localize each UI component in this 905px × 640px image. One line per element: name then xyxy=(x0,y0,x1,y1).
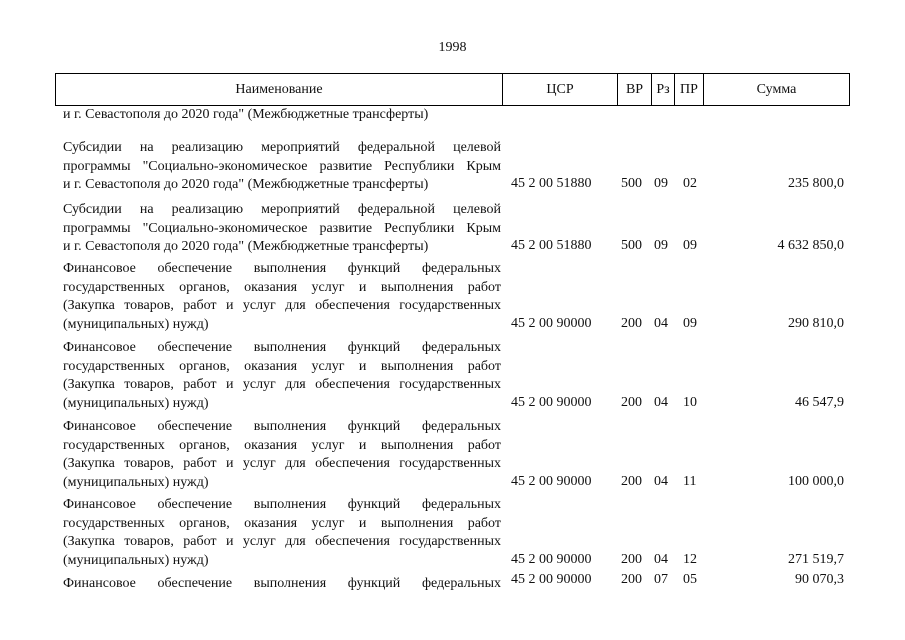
header-rz: Рз xyxy=(652,74,675,105)
description-line: государственных органов, оказания услуг и выполнения работ xyxy=(63,437,501,453)
row-pr: 10 xyxy=(683,394,697,410)
description-line: программы "Социально-экономическое развитие Республики Крым xyxy=(63,220,501,236)
row-pr: 11 xyxy=(683,473,697,489)
row-pr: 12 xyxy=(683,551,697,567)
description-line: Субсидии на реализацию мероприятий федеральной целевой xyxy=(63,140,501,155)
continuation-text xyxy=(63,106,501,125)
row-csr: 45 2 00 90000 xyxy=(511,394,592,410)
description-line: и г. Севастополя до 2020 года" (Межбюджетные трансферты) xyxy=(63,239,429,255)
description-line: (муниципальных) нужд) xyxy=(63,316,209,332)
row-rz: 09 xyxy=(654,238,668,254)
row-description xyxy=(63,575,501,594)
continuation-line: и г. Севастополя до 2020 года" (Межбюджетные трансферты) xyxy=(63,107,429,122)
row-vr: 200 xyxy=(621,473,642,489)
row-description xyxy=(63,339,501,413)
row-csr: 45 2 00 90000 xyxy=(511,551,592,567)
row-rz: 04 xyxy=(654,315,668,331)
row-vr: 200 xyxy=(621,315,642,331)
row-csr: 45 2 00 90000 xyxy=(511,572,592,587)
row-vr: 200 xyxy=(621,551,642,567)
header-pr: ПР xyxy=(675,74,704,105)
row-rz: 04 xyxy=(654,473,668,489)
row-sum: 271 519,7 xyxy=(788,551,844,567)
header-csr: ЦСР xyxy=(503,74,618,105)
description-line: (Закупка товаров, работ и услуг для обеспечения государственных xyxy=(63,377,501,393)
row-pr: 02 xyxy=(683,176,697,192)
row-csr: 45 2 00 51880 xyxy=(511,238,592,254)
description-line: и г. Севастополя до 2020 года" (Межбюджетные трансферты) xyxy=(63,177,429,193)
row-pr: 09 xyxy=(683,238,697,254)
row-rz: 07 xyxy=(654,572,668,587)
row-csr: 45 2 00 90000 xyxy=(511,473,592,489)
row-csr: 45 2 00 51880 xyxy=(511,176,592,192)
row-sum: 4 632 850,0 xyxy=(777,238,844,254)
description-line: (Закупка товаров, работ и услуг для обеспечения государственных xyxy=(63,456,501,472)
row-sum: 100 000,0 xyxy=(788,473,844,489)
row-csr: 45 2 00 90000 xyxy=(511,315,592,331)
description-line: (муниципальных) нужд) xyxy=(63,395,209,411)
table-header xyxy=(55,73,850,106)
row-vr: 200 xyxy=(621,572,642,587)
description-line: государственных органов, оказания услуг и выполнения работ xyxy=(63,515,501,531)
description-line: (муниципальных) нужд) xyxy=(63,474,209,490)
row-vr: 500 xyxy=(621,176,642,192)
description-line: (Закупка товаров, работ и услуг для обеспечения государственных xyxy=(63,298,501,314)
row-sum: 46 547,9 xyxy=(795,394,844,410)
description-line: Финансовое обеспечение выполнения функций федеральных xyxy=(63,497,501,512)
description-line: Финансовое обеспечение выполнения функций федеральных xyxy=(63,576,501,591)
description-line: Финансовое обеспечение выполнения функций федеральных xyxy=(63,340,501,355)
row-sum: 290 810,0 xyxy=(788,315,844,331)
row-sum: 90 070,3 xyxy=(795,572,844,587)
row-vr: 200 xyxy=(621,394,642,410)
row-description xyxy=(63,260,501,334)
description-line: (муниципальных) нужд) xyxy=(63,552,209,568)
description-line: Финансовое обеспечение выполнения функций федеральных xyxy=(63,261,501,276)
description-line: государственных органов, оказания услуг и выполнения работ xyxy=(63,279,501,295)
row-description xyxy=(63,418,501,492)
header-name: Наименование xyxy=(55,74,503,105)
description-line: программы "Социально-экономическое развитие Республики Крым xyxy=(63,158,501,174)
row-description xyxy=(63,496,501,570)
row-rz: 09 xyxy=(654,176,668,192)
row-pr: 05 xyxy=(683,572,697,587)
page-number: 1998 xyxy=(438,40,467,55)
description-line: (Закупка товаров, работ и услуг для обеспечения государственных xyxy=(63,534,501,550)
header-vr: ВР xyxy=(618,74,652,105)
row-rz: 04 xyxy=(654,551,668,567)
description-line: Субсидии на реализацию мероприятий федеральной целевой xyxy=(63,202,501,217)
row-vr: 500 xyxy=(621,238,642,254)
row-description xyxy=(63,139,501,195)
header-sum: Сумма xyxy=(704,74,850,105)
row-sum: 235 800,0 xyxy=(788,176,844,192)
row-pr: 09 xyxy=(683,315,697,331)
description-line: государственных органов, оказания услуг и выполнения работ xyxy=(63,358,501,374)
row-description xyxy=(63,201,501,257)
description-line: Финансовое обеспечение выполнения функций федеральных xyxy=(63,419,501,434)
row-rz: 04 xyxy=(654,394,668,410)
